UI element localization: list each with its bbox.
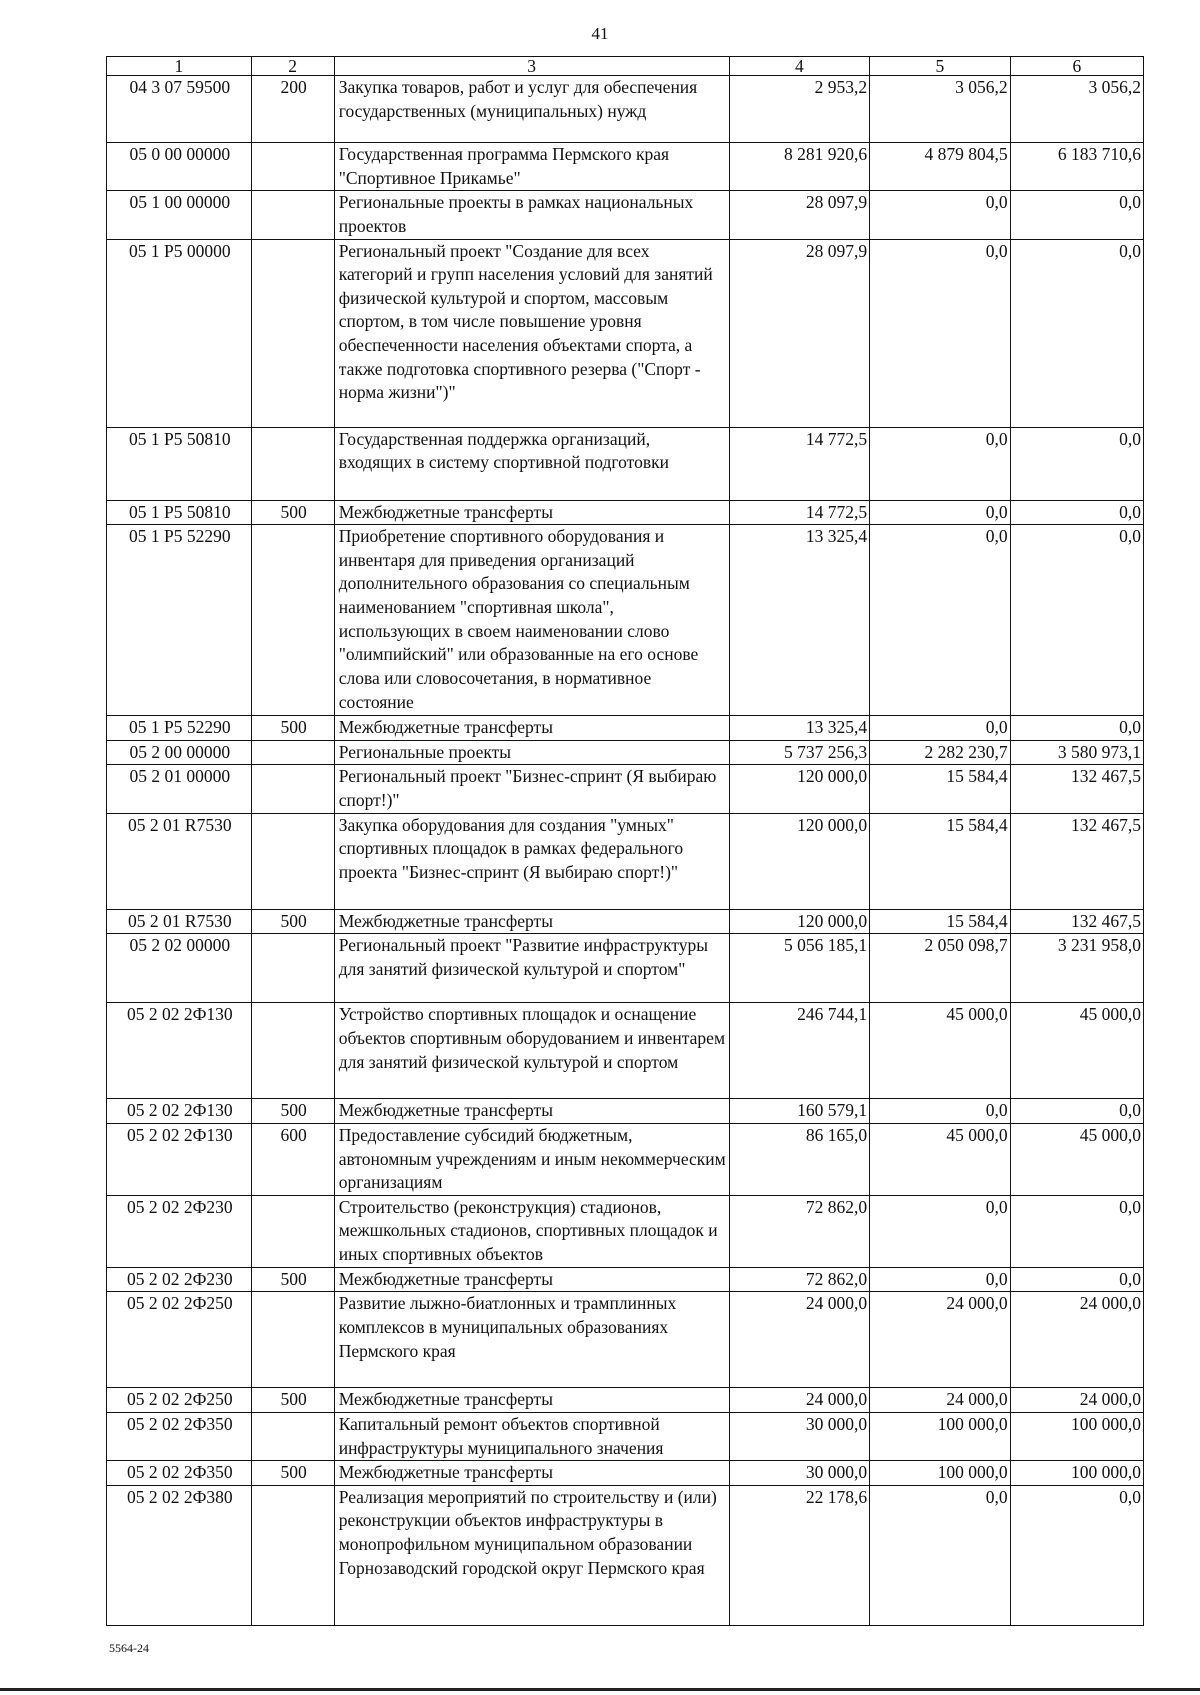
item-name: Региональный проект "Развитие инфраструктуры для занятий физической культурой и спортом": [334, 934, 729, 1003]
expense-type-code: [251, 1292, 334, 1388]
item-name: Приобретение спортивного оборудования и инвентаря для приведения организаций дополнительного образования со специальным наименованием "спортивная школа", использующих в своем наименовании слово "олимпийский" или образованные на его основе слова или словосочетания, в нормативное состояние: [334, 525, 729, 716]
expense-type-code: [251, 1485, 334, 1625]
amount-col5: 45 000,0: [870, 1123, 1011, 1195]
amount-col6: 0,0: [1010, 525, 1143, 716]
amount-col5: 0,0: [870, 525, 1011, 716]
amount-col5: 100 000,0: [870, 1461, 1011, 1486]
table-row: [107, 1003, 1144, 1099]
amount-col6: 3 231 958,0: [1010, 934, 1143, 1003]
amount-col4: 30 000,0: [729, 1412, 870, 1460]
amount-col4: 30 000,0: [729, 1461, 870, 1486]
target-article-code: 04 3 07 59500: [107, 76, 252, 143]
table-row: [107, 1195, 1144, 1267]
amount-col6: 0,0: [1010, 1195, 1143, 1267]
table-row: [107, 1099, 1144, 1124]
target-article-code: 05 2 01 R7530: [107, 813, 252, 909]
amount-col6: 24 000,0: [1010, 1388, 1143, 1413]
target-article-code: 05 2 02 2Ф130: [107, 1003, 252, 1099]
item-name: Региональный проект "Бизнес-спринт (Я выбираю спорт!)": [334, 765, 729, 813]
amount-col6: 6 183 710,6: [1010, 143, 1143, 191]
table-row: [107, 525, 1144, 716]
item-name: Капитальный ремонт объектов спортивной инфраструктуры муниципального значения: [334, 1412, 729, 1460]
item-name: Развитие лыжно-биатлонных и трамплинных комплексов в муниципальных образованиях Пермского края: [334, 1292, 729, 1388]
amount-col4: 120 000,0: [729, 909, 870, 934]
amount-col5: 0,0: [870, 191, 1011, 239]
expense-type-code: [251, 1195, 334, 1267]
amount-col5: 0,0: [870, 1485, 1011, 1625]
amount-col6: 0,0: [1010, 716, 1143, 741]
amount-col6: 0,0: [1010, 239, 1143, 427]
target-article-code: 05 2 02 2Ф380: [107, 1485, 252, 1625]
budget-table: [106, 56, 1144, 1626]
target-article-code: 05 2 02 2Ф250: [107, 1388, 252, 1413]
amount-col5: 2 050 098,7: [870, 934, 1011, 1003]
amount-col5: 3 056,2: [870, 76, 1011, 143]
target-article-code: 05 1 P5 52290: [107, 525, 252, 716]
item-name: Межбюджетные трансферты: [334, 1388, 729, 1413]
amount-col6: 3 580 973,1: [1010, 740, 1143, 765]
amount-col5: 45 000,0: [870, 1003, 1011, 1099]
expense-type-code: [251, 525, 334, 716]
expense-type-code: 500: [251, 1099, 334, 1124]
amount-col6: 0,0: [1010, 427, 1143, 500]
amount-col6: 100 000,0: [1010, 1412, 1143, 1460]
item-name: Предоставление субсидий бюджетным, автономным учреждениям и иным некоммерческим организациям: [334, 1123, 729, 1195]
amount-col4: 22 178,6: [729, 1485, 870, 1625]
amount-col6: 3 056,2: [1010, 76, 1143, 143]
expense-type-code: [251, 191, 334, 239]
amount-col6: 0,0: [1010, 1267, 1143, 1292]
amount-col4: 13 325,4: [729, 525, 870, 716]
column-header-5: 5: [870, 57, 1011, 76]
amount-col4: 72 862,0: [729, 1267, 870, 1292]
item-name: Устройство спортивных площадок и оснащение объектов спортивным оборудованием и инвентарем для занятий физической культурой и спортом: [334, 1003, 729, 1099]
expense-type-code: 500: [251, 500, 334, 525]
amount-col6: 0,0: [1010, 1099, 1143, 1124]
item-name: Межбюджетные трансферты: [334, 716, 729, 741]
amount-col4: 14 772,5: [729, 500, 870, 525]
amount-col5: 0,0: [870, 1195, 1011, 1267]
expense-type-code: [251, 1412, 334, 1460]
column-header-6: 6: [1010, 57, 1143, 76]
table-row: [107, 427, 1144, 500]
amount-col4: 28 097,9: [729, 191, 870, 239]
column-header-4: 4: [729, 57, 870, 76]
amount-col4: 24 000,0: [729, 1292, 870, 1388]
item-name: Закупка товаров, работ и услуг для обеспечения государственных (муниципальных) нужд: [334, 76, 729, 143]
item-name: Межбюджетные трансферты: [334, 1267, 729, 1292]
amount-col5: 4 879 804,5: [870, 143, 1011, 191]
amount-col4: 13 325,4: [729, 716, 870, 741]
page-number: 41: [591, 24, 609, 43]
amount-col4: 28 097,9: [729, 239, 870, 427]
amount-col6: 132 467,5: [1010, 765, 1143, 813]
table-row: [107, 740, 1144, 765]
amount-col4: 8 281 920,6: [729, 143, 870, 191]
amount-col6: 0,0: [1010, 500, 1143, 525]
target-article-code: 05 2 02 00000: [107, 934, 252, 1003]
table-row: [107, 1388, 1144, 1413]
expense-type-code: [251, 143, 334, 191]
amount-col5: 0,0: [870, 1099, 1011, 1124]
column-number-row: [107, 57, 1144, 76]
amount-col6: 132 467,5: [1010, 909, 1143, 934]
amount-col5: 15 584,4: [870, 909, 1011, 934]
target-article-code: 05 0 00 00000: [107, 143, 252, 191]
expense-type-code: 500: [251, 716, 334, 741]
table-row: [107, 500, 1144, 525]
amount-col4: 160 579,1: [729, 1099, 870, 1124]
amount-col4: 14 772,5: [729, 427, 870, 500]
target-article-code: 05 2 01 R7530: [107, 909, 252, 934]
item-name: Межбюджетные трансферты: [334, 1461, 729, 1486]
target-article-code: 05 2 02 2Ф350: [107, 1461, 252, 1486]
table-row: [107, 239, 1144, 427]
amount-col4: 24 000,0: [729, 1388, 870, 1413]
target-article-code: 05 2 02 2Ф250: [107, 1292, 252, 1388]
expense-type-code: [251, 765, 334, 813]
target-article-code: 05 2 02 2Ф350: [107, 1412, 252, 1460]
expense-type-code: [251, 740, 334, 765]
target-article-code: 05 1 P5 52290: [107, 716, 252, 741]
amount-col5: 2 282 230,7: [870, 740, 1011, 765]
document-code: 5564-24: [109, 1641, 149, 1655]
amount-col4: 120 000,0: [729, 765, 870, 813]
target-article-code: 05 2 02 2Ф130: [107, 1123, 252, 1195]
item-name: Региональные проекты: [334, 740, 729, 765]
item-name: Региональные проекты в рамках национальных проектов: [334, 191, 729, 239]
expense-type-code: 500: [251, 1461, 334, 1486]
amount-col4: 2 953,2: [729, 76, 870, 143]
target-article-code: 05 2 02 2Ф230: [107, 1267, 252, 1292]
table-row: [107, 1412, 1144, 1460]
amount-col5: 0,0: [870, 716, 1011, 741]
amount-col4: 120 000,0: [729, 813, 870, 909]
amount-col5: 24 000,0: [870, 1388, 1011, 1413]
table-row: [107, 1123, 1144, 1195]
table-row: [107, 765, 1144, 813]
amount-col6: 132 467,5: [1010, 813, 1143, 909]
item-name: Межбюджетные трансферты: [334, 909, 729, 934]
column-header-2: 2: [251, 57, 334, 76]
amount-col5: 24 000,0: [870, 1292, 1011, 1388]
amount-col5: 100 000,0: [870, 1412, 1011, 1460]
amount-col4: 5 056 185,1: [729, 934, 870, 1003]
expense-type-code: 500: [251, 909, 334, 934]
target-article-code: 05 2 01 00000: [107, 765, 252, 813]
amount-col4: 246 744,1: [729, 1003, 870, 1099]
table-row: [107, 76, 1144, 143]
table-row: [107, 909, 1144, 934]
item-name: Региональный проект "Создание для всех категорий и групп населения условий для занятий физической культурой и спортом, массовым спортом, в том числе повышение уровня обеспеченности населения объектами спорта, а также подготовка спортивного резерва ("Спорт - норма жизни")": [334, 239, 729, 427]
amount-col6: 45 000,0: [1010, 1003, 1143, 1099]
item-name: Реализация мероприятий по строительству и (или) реконструкции объектов инфраструктуры в монопрофильном муниципальном образовании Горнозаводский городской округ Пермского края: [334, 1485, 729, 1625]
table-row: [107, 143, 1144, 191]
table-row: [107, 813, 1144, 909]
expense-type-code: 500: [251, 1388, 334, 1413]
target-article-code: 05 1 P5 50810: [107, 500, 252, 525]
target-article-code: 05 2 02 2Ф130: [107, 1099, 252, 1124]
item-name: Государственная программа Пермского края "Спортивное Прикамье": [334, 143, 729, 191]
table-row: [107, 1267, 1144, 1292]
table-row: [107, 191, 1144, 239]
item-name: Строительство (реконструкция) стадионов, межшкольных стадионов, спортивных площадок и иных спортивных объектов: [334, 1195, 729, 1267]
item-name: Государственная поддержка организаций, входящих в систему спортивной подготовки: [334, 427, 729, 500]
target-article-code: 05 2 00 00000: [107, 740, 252, 765]
column-header-3: 3: [334, 57, 729, 76]
item-name: Межбюджетные трансферты: [334, 1099, 729, 1124]
table-row: [107, 934, 1144, 1003]
amount-col6: 0,0: [1010, 1485, 1143, 1625]
amount-col4: 86 165,0: [729, 1123, 870, 1195]
amount-col5: 0,0: [870, 1267, 1011, 1292]
expense-type-code: 500: [251, 1267, 334, 1292]
item-name: Межбюджетные трансферты: [334, 500, 729, 525]
amount-col5: 15 584,4: [870, 813, 1011, 909]
page-edge-rule: [0, 1688, 1200, 1691]
amount-col5: 0,0: [870, 239, 1011, 427]
column-header-1: 1: [107, 57, 252, 76]
amount-col5: 0,0: [870, 500, 1011, 525]
expense-type-code: [251, 239, 334, 427]
amount-col5: 0,0: [870, 427, 1011, 500]
target-article-code: 05 1 00 00000: [107, 191, 252, 239]
target-article-code: 05 1 P5 50810: [107, 427, 252, 500]
table-row: [107, 716, 1144, 741]
target-article-code: 05 1 P5 00000: [107, 239, 252, 427]
amount-col6: 0,0: [1010, 191, 1143, 239]
amount-col6: 24 000,0: [1010, 1292, 1143, 1388]
amount-col6: 100 000,0: [1010, 1461, 1143, 1486]
table-row: [107, 1292, 1144, 1388]
amount-col6: 45 000,0: [1010, 1123, 1143, 1195]
expense-type-code: [251, 427, 334, 500]
amount-col5: 15 584,4: [870, 765, 1011, 813]
expense-type-code: 600: [251, 1123, 334, 1195]
table-row: [107, 1461, 1144, 1486]
expense-type-code: [251, 813, 334, 909]
expense-type-code: 200: [251, 76, 334, 143]
item-name: Закупка оборудования для создания "умных" спортивных площадок в рамках федерального проекта "Бизнес-спринт (Я выбираю спорт!)": [334, 813, 729, 909]
expense-type-code: [251, 1003, 334, 1099]
amount-col4: 72 862,0: [729, 1195, 870, 1267]
expense-type-code: [251, 934, 334, 1003]
target-article-code: 05 2 02 2Ф230: [107, 1195, 252, 1267]
amount-col4: 5 737 256,3: [729, 740, 870, 765]
table-row: [107, 1485, 1144, 1625]
